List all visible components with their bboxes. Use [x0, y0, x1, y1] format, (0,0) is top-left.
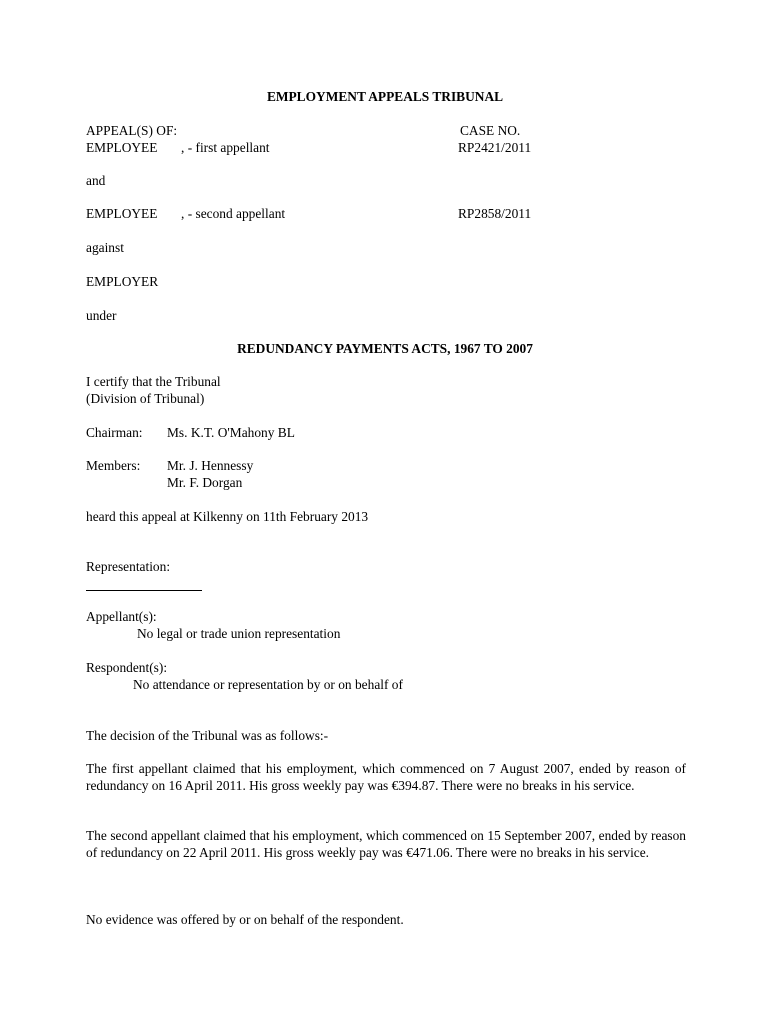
representation-underline	[86, 590, 202, 591]
paragraph-second-appellant: The second appellant claimed that his employment, which commenced on 15 September 2007, ended by reason of redundancy on 22 April 2011. His gross weekly pay was €471.06. There were no breaks in his service.	[86, 828, 686, 860]
appellant1-role: , - first appellant	[181, 140, 270, 155]
representation-label: Representation:	[86, 559, 171, 574]
document-title: EMPLOYMENT APPEALS TRIBUNAL	[266, 89, 504, 104]
acts-heading: REDUNDANCY PAYMENTS ACTS, 1967 TO 2007	[237, 341, 533, 356]
appellant2-name: EMPLOYEE	[86, 206, 158, 221]
and-word: and	[86, 173, 106, 188]
division-line: (Division of Tribunal)	[86, 391, 205, 406]
appellants-label: Appellant(s):	[86, 609, 157, 624]
heard-line: heard this appeal at Kilkenny on 11th February 2013	[86, 509, 369, 524]
appellant2-case-no: RP2858/2011	[458, 206, 532, 221]
appellant2-role: , - second appellant	[181, 206, 286, 221]
member-2: Mr. F. Dorgan	[167, 475, 243, 490]
member-1: Mr. J. Hennessy	[167, 458, 254, 473]
case-no-label: CASE NO.	[460, 123, 521, 138]
appellant1-name: EMPLOYEE	[86, 140, 158, 155]
employer-name: EMPLOYER	[86, 274, 159, 289]
appellants-representation: No legal or trade union representation	[137, 626, 341, 641]
certify-line: I certify that the Tribunal	[86, 374, 221, 389]
chairman-name: Ms. K.T. O'Mahony BL	[167, 425, 295, 440]
under-word: under	[86, 308, 117, 323]
respondents-representation: No attendance or representation by or on behalf of	[133, 677, 403, 692]
paragraph-no-evidence: No evidence was offered by or on behalf of the respondent.	[86, 912, 404, 927]
chairman-label: Chairman:	[86, 425, 143, 440]
decision-line: The decision of the Tribunal was as follows:-	[86, 728, 329, 743]
members-label: Members:	[86, 458, 141, 473]
paragraph-first-appellant: The first appellant claimed that his employment, which commenced on 7 August 2007, ended by reason of redundancy on 16 April 2011. His gross weekly pay was €394.87. There were no breaks in his service.	[86, 761, 686, 793]
against-word: against	[86, 240, 124, 255]
respondents-label: Respondent(s):	[86, 660, 168, 675]
appellant1-case-no: RP2421/2011	[458, 140, 532, 155]
appeals-label: APPEAL(S) OF:	[86, 123, 178, 138]
